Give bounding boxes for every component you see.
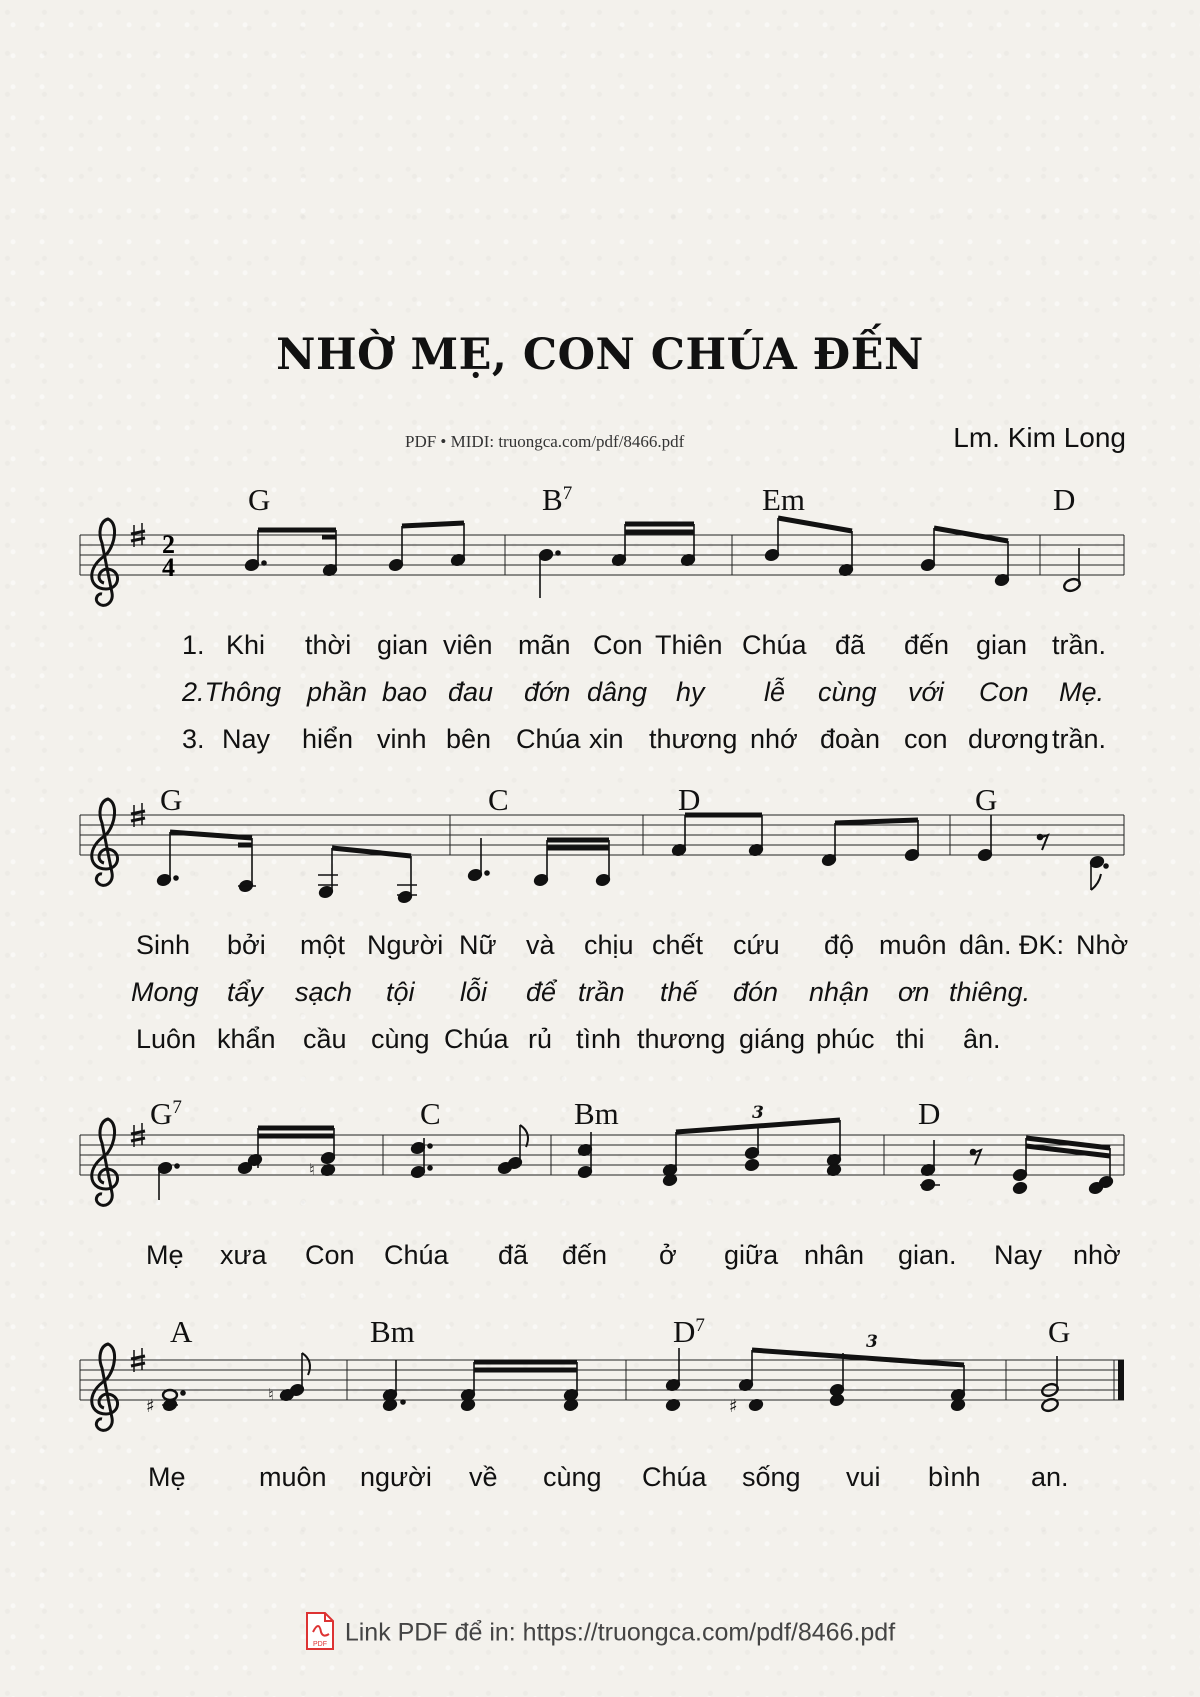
treble-clef-icon <box>92 1119 118 1205</box>
lyric-syllable: hy <box>676 677 705 707</box>
lyric-syllable: về <box>469 1462 498 1492</box>
lyric-syllable: ĐK: <box>1019 930 1065 960</box>
lyric-syllable: Luôn <box>136 1024 197 1054</box>
lyric-syllable: đau <box>448 677 494 707</box>
lyric-syllable: Nhờ <box>1076 930 1129 960</box>
lyric-syllable: thương <box>649 724 738 754</box>
lyric-syllable: con <box>904 724 948 754</box>
chord-label: G <box>1048 1314 1071 1349</box>
chord-label: $B^7$ <box>542 482 573 517</box>
lyric-syllable: tội <box>386 977 415 1007</box>
lyric-syllable: Nay <box>994 1240 1043 1270</box>
lyric-syllable: đã <box>498 1240 529 1270</box>
chord-label: Bm <box>370 1314 415 1349</box>
svg-text:♯: ♯ <box>729 1396 738 1417</box>
lyric-syllable: gian <box>377 630 429 660</box>
lyric-syllable: trần. <box>1052 630 1107 660</box>
lyric-syllable: thời <box>305 630 352 660</box>
triplet-mark: 3 <box>866 1332 878 1352</box>
lyric-syllable: phúc <box>816 1024 875 1054</box>
lyric-syllable: an. <box>1031 1462 1069 1492</box>
lyric-syllable: bình <box>928 1462 981 1492</box>
lyric-syllable: bên <box>446 724 492 754</box>
lyric-syllable: thế <box>660 977 698 1007</box>
lyric-syllable: cầu <box>303 1024 347 1054</box>
lyric-syllable: thiêng. <box>949 977 1031 1007</box>
lyric-syllable: đớn <box>524 677 571 707</box>
lyrics-refrain-line-1 <box>0 1240 1200 1280</box>
lyric-syllable: 2.Thông <box>182 677 282 707</box>
lyric-syllable: Chúa <box>444 1024 509 1054</box>
lyric-syllable: thương <box>637 1024 726 1054</box>
lyric-syllable: để <box>526 977 557 1007</box>
lyric-syllable: đến <box>904 630 950 660</box>
lyric-syllable: gian. <box>898 1240 957 1270</box>
lyric-syllable: thi <box>896 1024 925 1054</box>
lyric-syllable: cùng <box>371 1024 430 1054</box>
staff-system-3 <box>80 1096 1124 1205</box>
lyric-syllable: nhận <box>809 977 870 1007</box>
chord-label: D <box>1053 482 1076 517</box>
chord-label: D <box>678 782 701 817</box>
lyric-syllable: Nữ <box>459 930 497 960</box>
footer-link-text[interactable]: Link PDF để in: https://truongca.com/pdf/8466.pdf <box>344 1618 896 1647</box>
lyric-syllable: phần <box>307 677 368 707</box>
lyrics-verse-3-line-2 <box>0 1024 1200 1064</box>
lyric-syllable: rủ <box>528 1024 553 1054</box>
lyric-syllable: Sinh <box>136 930 191 960</box>
lyric-syllable: giáng <box>739 1024 806 1054</box>
lyric-syllable: lỗi <box>460 977 488 1007</box>
svg-text:PDF: PDF <box>312 1641 327 1648</box>
treble-clef-icon <box>92 1344 118 1430</box>
lyrics-verse-2-line-2 <box>0 977 1200 1017</box>
staff-system-4 <box>80 1314 1124 1430</box>
lyric-syllable: bởi <box>227 930 266 960</box>
lyric-syllable: Con <box>305 1240 355 1270</box>
lyric-syllable: nhân <box>804 1240 865 1270</box>
lyric-syllable: Mẹ <box>148 1462 186 1492</box>
lyric-syllable: tình <box>576 1024 622 1054</box>
svg-text:♯: ♯ <box>146 1396 155 1417</box>
triplet-mark: 3 <box>752 1103 764 1123</box>
lyric-syllable: bao <box>382 677 428 707</box>
lyrics-verse-2-line-1 <box>0 677 1200 717</box>
lyric-syllable: tẩy <box>227 977 264 1007</box>
lyric-syllable: mãn <box>518 630 571 660</box>
treble-clef-icon <box>92 799 118 885</box>
lyric-syllable: đoàn <box>820 724 881 754</box>
notes <box>157 1103 1114 1200</box>
svg-text:♮: ♮ <box>309 1160 315 1179</box>
lyric-syllable: muôn <box>879 930 947 960</box>
lyric-syllable: muôn <box>259 1462 327 1492</box>
chord-label: $G^7$ <box>150 1096 182 1131</box>
lyric-syllable: xin <box>589 724 624 754</box>
chord-label: C <box>488 782 509 817</box>
lyric-syllable: Chúa <box>642 1462 707 1492</box>
lyrics-refrain-line-2 <box>0 1462 1200 1502</box>
lyric-syllable: Chúa <box>742 630 807 660</box>
lyric-syllable: gian <box>976 630 1028 660</box>
lyric-syllable: lễ <box>764 677 786 707</box>
lyric-syllable: với <box>908 677 944 707</box>
chord-label: A <box>170 1314 193 1349</box>
lyric-syllable: Con <box>593 630 643 660</box>
chord-label: G <box>160 782 183 817</box>
lyric-syllable: Con <box>979 677 1029 707</box>
svg-text:♮: ♮ <box>268 1385 274 1404</box>
lyric-syllable: trần <box>578 977 625 1007</box>
time-signature-bottom: 4 <box>162 553 175 582</box>
lyric-syllable: Khi <box>226 630 266 660</box>
notes <box>146 1332 1059 1417</box>
lyric-syllable: dân. <box>959 930 1012 960</box>
lyric-syllable: nhờ <box>1073 1240 1121 1270</box>
staff-system-1 <box>80 482 1124 605</box>
chord-label: Em <box>762 482 806 517</box>
lyric-syllable: Người <box>367 930 444 960</box>
lyric-syllable: viên <box>443 630 493 660</box>
lyric-syllable: vinh <box>377 724 427 754</box>
composer: Lm. Kim Long <box>953 422 1126 453</box>
lyrics-verse-1-line-2 <box>0 930 1200 970</box>
lyric-syllable: người <box>360 1462 432 1492</box>
lyric-syllable: độ <box>824 930 855 960</box>
lyric-syllable: ơn <box>898 977 930 1007</box>
lyric-syllable: Thiên <box>655 630 723 660</box>
lyric-syllable: đến <box>562 1240 608 1270</box>
lyric-syllable: Mong <box>131 977 199 1007</box>
chord-label: G <box>248 482 271 517</box>
lyric-syllable: vui <box>846 1462 881 1492</box>
lyric-syllable: hiển <box>302 724 354 754</box>
lyric-syllable: Mẹ <box>146 1240 184 1270</box>
lyric-syllable: sạch <box>295 977 353 1007</box>
lyric-syllable: chết <box>652 930 704 960</box>
lyric-syllable: Chúa <box>384 1240 449 1270</box>
notes <box>156 815 1108 904</box>
staff-system-2 <box>80 782 1124 904</box>
time-signature-top: 2 <box>162 530 175 559</box>
lyric-syllable: đón <box>733 977 779 1007</box>
lyric-syllable: cùng <box>818 677 877 707</box>
lyric-syllable: giữa <box>724 1240 779 1270</box>
notes <box>244 518 1081 598</box>
song-title: NHỜ MẸ, CON CHÚA ĐẾN <box>276 330 924 380</box>
chord-label: $D^7$ <box>673 1314 705 1349</box>
lyrics-verse-1-line-1 <box>0 630 1200 670</box>
footer-pdf-link[interactable] <box>0 1615 1200 1653</box>
lyric-syllable: sống <box>742 1462 801 1492</box>
lyric-syllable: 3. <box>182 724 205 754</box>
lyric-syllable: Nay <box>222 724 271 754</box>
chord-label: Bm <box>574 1096 619 1131</box>
chord-label: G <box>975 782 998 817</box>
lyric-syllable: trần. <box>1052 724 1107 754</box>
lyric-syllable: chịu <box>584 930 634 960</box>
treble-clef-icon <box>92 519 118 605</box>
lyric-syllable: Mẹ. <box>1059 677 1105 707</box>
lyric-syllable: khẩn <box>217 1024 276 1054</box>
lyric-syllable: cùng <box>543 1462 602 1492</box>
lyric-syllable: nhớ <box>750 724 798 754</box>
lyric-syllable: xưa <box>220 1240 267 1270</box>
lyric-syllable: 1. <box>182 630 205 660</box>
lyric-syllable: ân. <box>963 1024 1001 1054</box>
chord-label: C <box>420 1096 441 1131</box>
chord-label: D <box>918 1096 941 1131</box>
lyric-syllable: dương <box>968 724 1049 754</box>
lyric-syllable: một <box>300 930 346 960</box>
lyric-syllable: đã <box>835 630 866 660</box>
lyric-syllable: dâng <box>587 677 648 707</box>
lyric-syllable: cứu <box>733 930 780 960</box>
lyrics-verse-3-line-1 <box>0 724 1200 764</box>
lyric-syllable: và <box>526 930 555 960</box>
pdf-midi-link[interactable]: PDF • MIDI: truongca.com/pdf/8466.pdf <box>405 432 685 451</box>
lyric-syllable: ở <box>659 1240 677 1270</box>
pdf-icon <box>305 1612 335 1650</box>
lyric-syllable: Chúa <box>516 724 581 754</box>
